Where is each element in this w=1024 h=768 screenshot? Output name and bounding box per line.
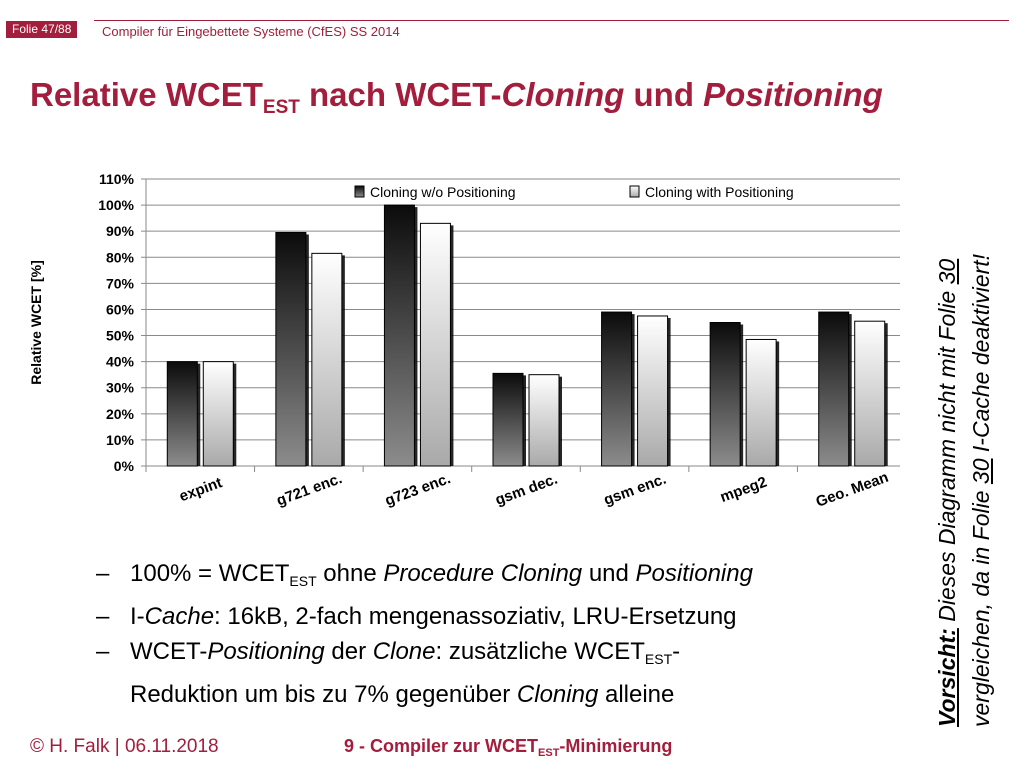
x-category-label: g721 enc.: [274, 470, 345, 510]
bullet-italic-text: Positioning: [207, 638, 325, 665]
side-warning-note: [930, 254, 998, 727]
bar-cloning-with-positioning: [203, 362, 233, 466]
bullet-item: [96, 599, 753, 634]
bullet-item: [96, 556, 753, 599]
bullet-text: alleine: [598, 681, 675, 708]
y-tick-label: 30%: [105, 379, 134, 396]
y-tick-label: 90%: [105, 223, 134, 240]
x-category-label: Geo. Mean: [813, 468, 891, 511]
title-part-3: und: [624, 76, 704, 113]
bullet-italic-text: Positioning: [635, 560, 753, 587]
footer-chapter: [344, 736, 672, 759]
bar-chart: [0, 160, 900, 540]
bar-cloning-without-positioning: [710, 323, 740, 467]
bar-cloning-with-positioning: [638, 316, 668, 466]
bar-cloning-without-positioning: [493, 373, 523, 466]
title-part-1: Relative WCET: [30, 76, 263, 113]
y-axis-label: Relative WCET [%]: [28, 260, 44, 385]
bar-cloning-without-positioning: [602, 312, 632, 466]
title-italic-2: Positioning: [703, 76, 883, 113]
footer-chapter-main: 9 - Compiler zur WCET: [344, 736, 539, 756]
header-rule: [94, 20, 1009, 21]
bar-cloning-with-positioning: [746, 339, 776, 466]
bullet-item: [96, 634, 753, 712]
x-category-label: mpeg2: [717, 473, 770, 507]
y-tick-label: 80%: [105, 249, 134, 266]
y-tick-label: 10%: [105, 431, 134, 448]
slide-title: [30, 76, 883, 119]
footer-chapter-sub: EST: [538, 747, 560, 759]
bar-cloning-without-positioning: [384, 205, 414, 466]
course-title: Compiler für Eingebettete Systeme (CfES) SS 2014: [102, 24, 400, 39]
note-line-2-text-1: vergleichen, da in Folie: [968, 484, 994, 727]
bullet-text: 100% = WCET: [130, 560, 290, 587]
y-tick-label: 70%: [105, 275, 134, 292]
note-line-1-text: Dieses Diagramm nicht mit Folie: [934, 284, 960, 629]
bar-cloning-without-positioning: [167, 362, 197, 466]
footer-chapter-end: -Minimierung: [559, 736, 673, 756]
legend-swatch: [630, 186, 639, 197]
bullet-text: : 16kB, 2-fach mengenassoziativ, LRU-Ersetzung: [214, 603, 737, 630]
note-warning-label: Vorsicht:: [934, 628, 960, 727]
bullet-subscript: EST: [644, 651, 673, 667]
bullet-dash: –: [96, 603, 110, 630]
x-category-label: g723 enc.: [382, 470, 453, 510]
note-line-1: [930, 254, 964, 727]
x-category-label: gsm dec.: [492, 470, 560, 509]
bullet-italic-text: Procedure Cloning: [383, 560, 583, 587]
bullet-italic-text: Cloning: [516, 681, 599, 708]
bar-cloning-with-positioning: [529, 375, 559, 466]
y-tick-label: 0%: [113, 458, 134, 474]
bar-cloning-without-positioning: [819, 312, 849, 466]
title-italic-1: Cloning: [501, 76, 625, 113]
bullet-dash: –: [96, 560, 110, 587]
bullet-italic-text: Clone: [372, 638, 436, 665]
y-tick-label: 40%: [105, 353, 134, 370]
bullet-dash: –: [96, 638, 110, 665]
bullet-subscript: EST: [289, 573, 317, 589]
bullet-text: Reduktion um bis zu 7% gegenüber: [130, 681, 517, 708]
footer-author-date: © H. Falk | 06.11.2018: [30, 736, 219, 757]
legend-label: Cloning w/o Positioning: [370, 184, 516, 200]
y-tick-label: 60%: [105, 301, 134, 318]
bullet-text: I-: [130, 603, 145, 630]
note-line-2: [964, 254, 998, 727]
bar-cloning-with-positioning: [420, 223, 450, 466]
legend-swatch: [355, 186, 364, 197]
x-category-label: expint: [177, 474, 225, 506]
bar-cloning-with-positioning: [855, 321, 885, 466]
note-ref-link-2[interactable]: 30: [968, 458, 994, 485]
bullet-text: : zusätzliche WCET: [435, 638, 645, 665]
bullet-text: ohne: [316, 560, 384, 587]
bullet-text: -: [672, 638, 681, 665]
y-tick-label: 110%: [98, 171, 134, 187]
y-tick-label: 100%: [98, 197, 134, 214]
legend-label: Cloning with Positioning: [645, 184, 794, 200]
note-ref-link-1[interactable]: 30: [934, 258, 960, 285]
slide-number-badge: Folie 47/88: [6, 21, 77, 38]
y-tick-label: 50%: [105, 327, 134, 344]
bullet-text: WCET-: [130, 638, 208, 665]
bullet-italic-text: Cache: [144, 603, 215, 630]
bar-cloning-without-positioning: [276, 232, 306, 466]
y-tick-label: 20%: [105, 405, 134, 422]
bar-cloning-with-positioning: [312, 253, 342, 466]
note-line-2-text-2: I-Cache deaktiviert!: [968, 253, 994, 459]
bullet-text: und: [582, 560, 636, 587]
title-subscript: EST: [262, 97, 300, 118]
title-part-2: nach WCET-: [299, 76, 502, 113]
x-category-label: gsm enc.: [601, 470, 669, 509]
bullet-text: der: [324, 638, 373, 665]
bullet-list: [96, 556, 753, 712]
